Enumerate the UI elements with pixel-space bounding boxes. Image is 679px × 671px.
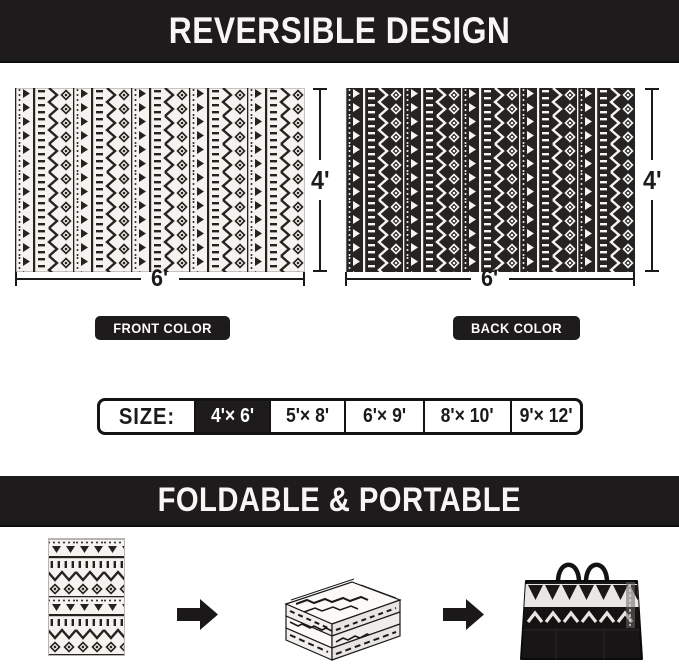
dimension-line — [347, 278, 471, 280]
size-option-8x10-label: 8'× 10' — [441, 405, 494, 427]
back-rug-width-label: 6' — [481, 265, 499, 292]
size-option-9x12-label: 9'× 12' — [519, 405, 573, 427]
dimension-tick — [645, 270, 659, 272]
dimension-line — [651, 90, 653, 160]
dimension-tick — [633, 272, 635, 286]
front-rug-height-dimension — [311, 88, 329, 272]
carry-bag-image — [516, 550, 646, 666]
size-selector-title — [100, 401, 194, 432]
right-arrow-icon — [177, 598, 218, 631]
reversible-design-banner — [0, 0, 679, 63]
dimension-tick — [303, 272, 305, 286]
banner-bottom-title: FOLDABLE & PORTABLE — [157, 481, 522, 519]
right-arrow-icon — [443, 598, 484, 631]
folded-rug-stack-image — [266, 574, 406, 664]
size-option-4x6-label: 4'× 6' — [210, 405, 255, 427]
back-rug-height-label: 4' — [642, 165, 662, 195]
flat-rug-image — [48, 538, 125, 656]
back-rug-height-dimension — [643, 88, 661, 272]
size-option-8x10 — [423, 401, 510, 432]
dimension-line — [319, 200, 321, 270]
dimension-line — [319, 90, 321, 160]
dimension-tick — [313, 270, 327, 272]
foldable-portable-banner — [0, 476, 679, 527]
front-color-badge-label: FRONT COLOR — [113, 320, 212, 336]
rug-front-image — [15, 88, 305, 272]
size-option-9x12 — [510, 401, 580, 432]
front-rug-height-label: 4' — [310, 165, 330, 195]
dimension-line — [509, 278, 633, 280]
banner-top-title: REVERSIBLE DESIGN — [168, 9, 511, 51]
size-selector-title-text: SIZE: — [118, 403, 176, 429]
front-rug-width-dimension — [15, 265, 305, 292]
front-color-badge — [95, 316, 230, 340]
size-option-6x9-label: 6'× 9' — [362, 405, 407, 427]
size-selector — [97, 398, 583, 435]
front-rug-width-label: 6' — [151, 265, 169, 292]
size-option-5x8 — [269, 401, 344, 432]
rug-back-image — [345, 88, 635, 272]
dimension-line — [651, 200, 653, 270]
back-color-badge-label: BACK COLOR — [470, 320, 562, 336]
size-option-4x6 — [194, 401, 269, 432]
dimension-line — [179, 278, 303, 280]
size-option-5x8-label: 5'× 8' — [285, 405, 330, 427]
dimension-line — [17, 278, 141, 280]
size-option-6x9 — [344, 401, 423, 432]
back-color-badge — [453, 316, 580, 340]
back-rug-width-dimension — [345, 265, 635, 292]
